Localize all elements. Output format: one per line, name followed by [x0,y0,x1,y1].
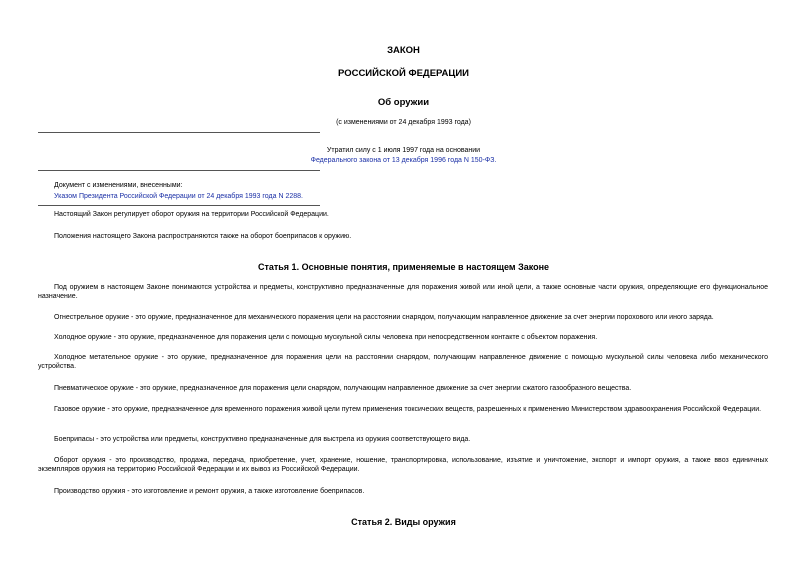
article-paragraph: Оборот оружия - это производство, продажа, передача, приобретение, учет, хранение, ношение, транспортировка, использование, изъятие и уничтожение, экспорт и импорт оружия, а также ввоз единичных экземпляров оружия на территорию Российской Федерации и их вывоз из Российской Федерации. [38,457,768,474]
status-text: Утратил силу с 1 июля 1997 года на основании [326,147,481,154]
law-title: ЗАКОН [387,45,420,56]
law-subtitle: РОССИЙСКОЙ ФЕДЕРАЦИИ [337,68,469,79]
doc-note-label: Документ с изменениями, внесенными: [54,182,183,189]
repeal-law-link[interactable]: Федерального закона от 13 декабря 1996 года N 150-ФЗ. [310,157,497,164]
article-paragraph: Производство оружия - это изготовление и ремонт оружия, а также изготовление боеприпасов. [54,488,365,495]
article-paragraph: Огнестрельное оружие - это оружие, предназначенное для механического поражения цели на расстоянии снарядом, получающим направленное движение за счет энергии порохового или иного заряда. [54,314,714,321]
article-paragraph: Газовое оружие - это оружие, предназначенное для временного поражения живой цели путем применения токсических веществ, разрешенных к применению Министерством здравоохранения Российской Федерации. [54,406,762,413]
article-paragraph: Холодное оружие - это оружие, предназначенное для поражения цели с помощью мускульной силы человека при непосредственном контакте с объектом поражения. [54,334,598,341]
article-1-heading: Статья 1. Основные понятия, применяемые в настоящем Законе [257,262,550,272]
divider [38,132,320,133]
divider [38,205,320,206]
article-paragraph: Под оружием в настоящем Законе понимаются устройства и предметы, конструктивно предназначенные для поражения живой или иной цели, а также основные части оружия, определяющие его функциональное назначение. [38,284,768,301]
article-2-heading: Статья 2. Виды оружия [351,517,456,527]
intro-paragraph: Положения настоящего Закона распространяются также на оборот боеприпасов к оружию. [54,233,352,240]
intro-paragraph: Настоящий Закон регулирует оборот оружия на территории Российской Федерации. [54,211,329,218]
law-name: Об оружии [377,97,430,108]
article-paragraph: Пневматическое оружие - это оружие, предназначенное для поражения цели снарядом, получающим направленное движение за счет энергии сжатого газообразного вещества. [54,385,632,392]
amendments-note: (с изменениями от 24 декабря 1993 года) [336,119,471,126]
article-paragraph: Холодное метательное оружие - это оружие, предназначенное для поражения цели на расстоянии снарядом, получающим направленное движение с помощью мускульной силы человека либо механического устройства. [38,354,768,371]
article-paragraph: Боеприпасы - это устройства или предметы, конструктивно предназначенные для выстрела из оружия соответствующего вида. [54,436,471,443]
decree-link[interactable]: Указом Президента Российской Федерации от 24 декабря 1993 года N 2288. [54,193,303,200]
divider [38,170,320,171]
